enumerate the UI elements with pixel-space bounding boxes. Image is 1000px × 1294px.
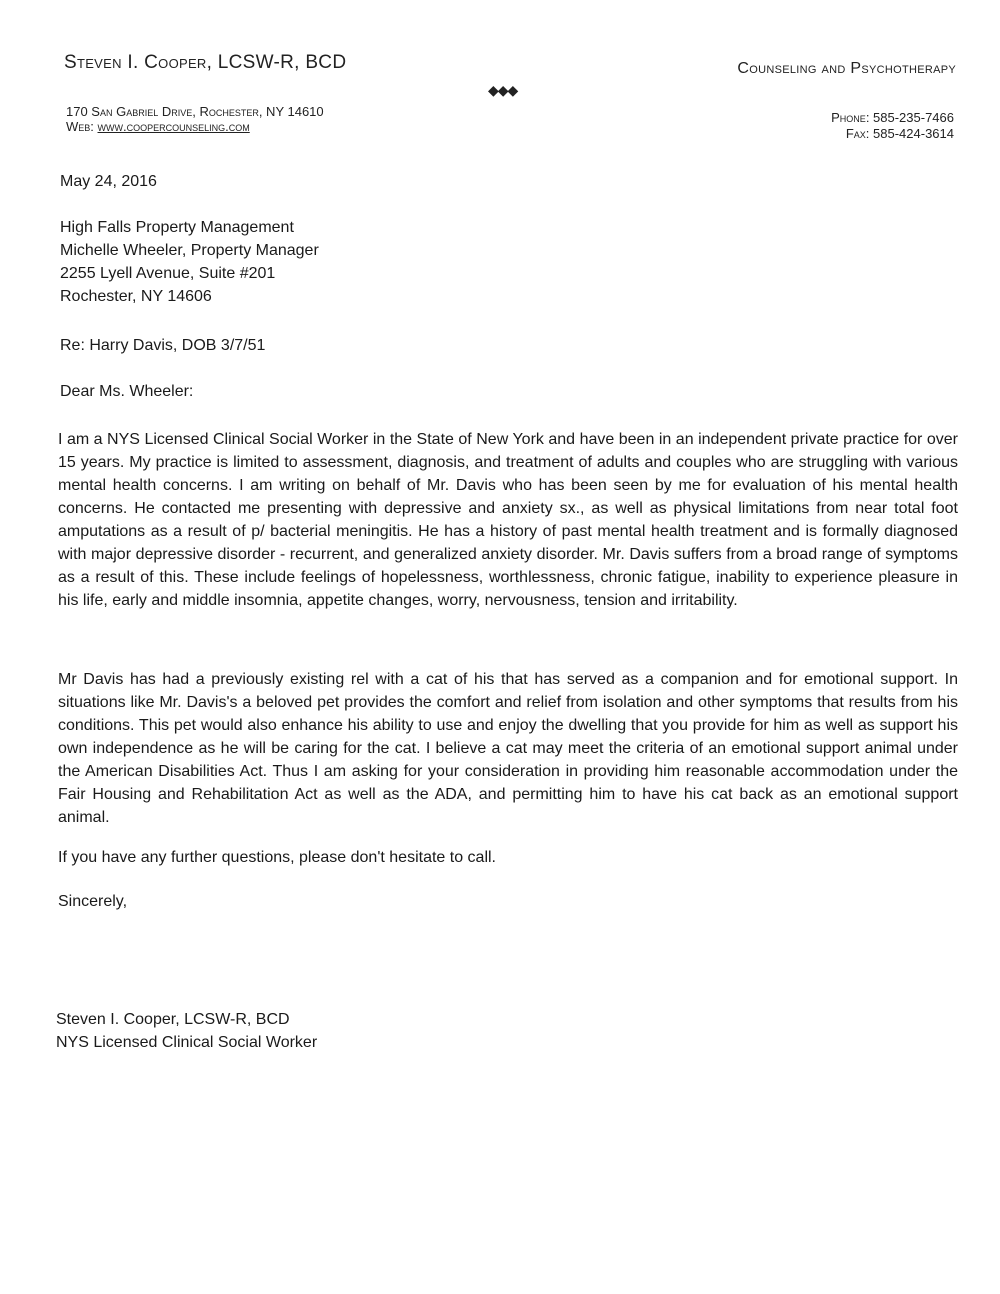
signature-name: Steven I. Cooper, LCSW-R, BCD [56, 1011, 290, 1028]
recipient-line: Michelle Wheeler, Property Manager [60, 242, 319, 259]
subject-line: Re: Harry Davis, DOB 3/7/51 [60, 337, 266, 354]
body-paragraph: I am a NYS Licensed Clinical Social Worker in the State of New York and have been in an independent private practice for over 15 years. My practice is limited to assessment, diagnosis, and treatment of adults and couples who are struggling with various mental health concerns. I am writing on behalf of Mr. Davis who has been seen by me for evaluation of his mental health concerns. He contacted me presenting with depressive and anxiety sx., as well as physical limitations from near total foot amputations as a result of p/ bacterial meningitis. He has a history of past mental health treatment and is formally diagnosed with major depressive disorder - recurrent, and generalized anxiety disorder. Mr. Davis suffers from a broad range of symptoms as a result of this. These include feelings of hopelessness, worthlessness, chronic fatigue, inability to experience pleasure in his life, early and middle insomnia, appetite changes, worry, nervousness, tension and irritability. [58, 431, 958, 609]
letterhead-address-block [66, 104, 324, 134]
salutation: Dear Ms. Wheeler: [60, 383, 194, 400]
web-link[interactable]: www.coopercounseling.com [97, 119, 250, 134]
letterhead-ornament: ◆◆◆ [488, 82, 518, 98]
letterhead-contact-block [831, 110, 954, 142]
letterhead-tagline: Counseling and Psychotherapy [737, 60, 956, 77]
signature-block [56, 1008, 317, 1054]
recipient-block [60, 216, 319, 308]
body-paragraph: If you have any further questions, please don't hesitate to call. [58, 849, 496, 866]
body-paragraph: Mr Davis has had a previously existing rel with a cat of his that has served as a companion and for emotional support. In situations like Mr. Davis's a beloved pet provides the comfort and relief from isolation and other symptoms that results from his conditions. This pet would also enhance his ability to use and enjoy the dwelling that you provide for him as well as support his own independence as he will be caring for the cat. I believe a cat may meet the criteria of an emotional support animal under the American Disabilities Act. Thus I am asking for your consideration in providing him reasonable accommodation under the Fair Housing and Rehabilitation Act as well as the ADA, and permitting him to have his cat back as an emotional support animal. [58, 671, 958, 826]
signature-title: NYS Licensed Clinical Social Worker [56, 1034, 318, 1051]
letterhead-address: 170 San Gabriel Drive, Rochester, NY 14610 [66, 104, 324, 119]
recipient-line: 2255 Lyell Avenue, Suite #201 [60, 265, 276, 282]
letterhead-web [66, 119, 324, 134]
letterhead-name: Steven I. Cooper, LCSW-R, BCD [64, 52, 347, 73]
recipient-line: High Falls Property Management [60, 219, 294, 236]
recipient-line: Rochester, NY 14606 [60, 288, 212, 305]
closing: Sincerely, [58, 893, 128, 910]
web-label: Web: [66, 119, 94, 134]
letter-date: May 24, 2016 [60, 173, 157, 190]
letterhead-phone: Phone: 585-235-7466 [831, 110, 954, 125]
letterhead-fax: Fax: 585-424-3614 [845, 126, 954, 141]
